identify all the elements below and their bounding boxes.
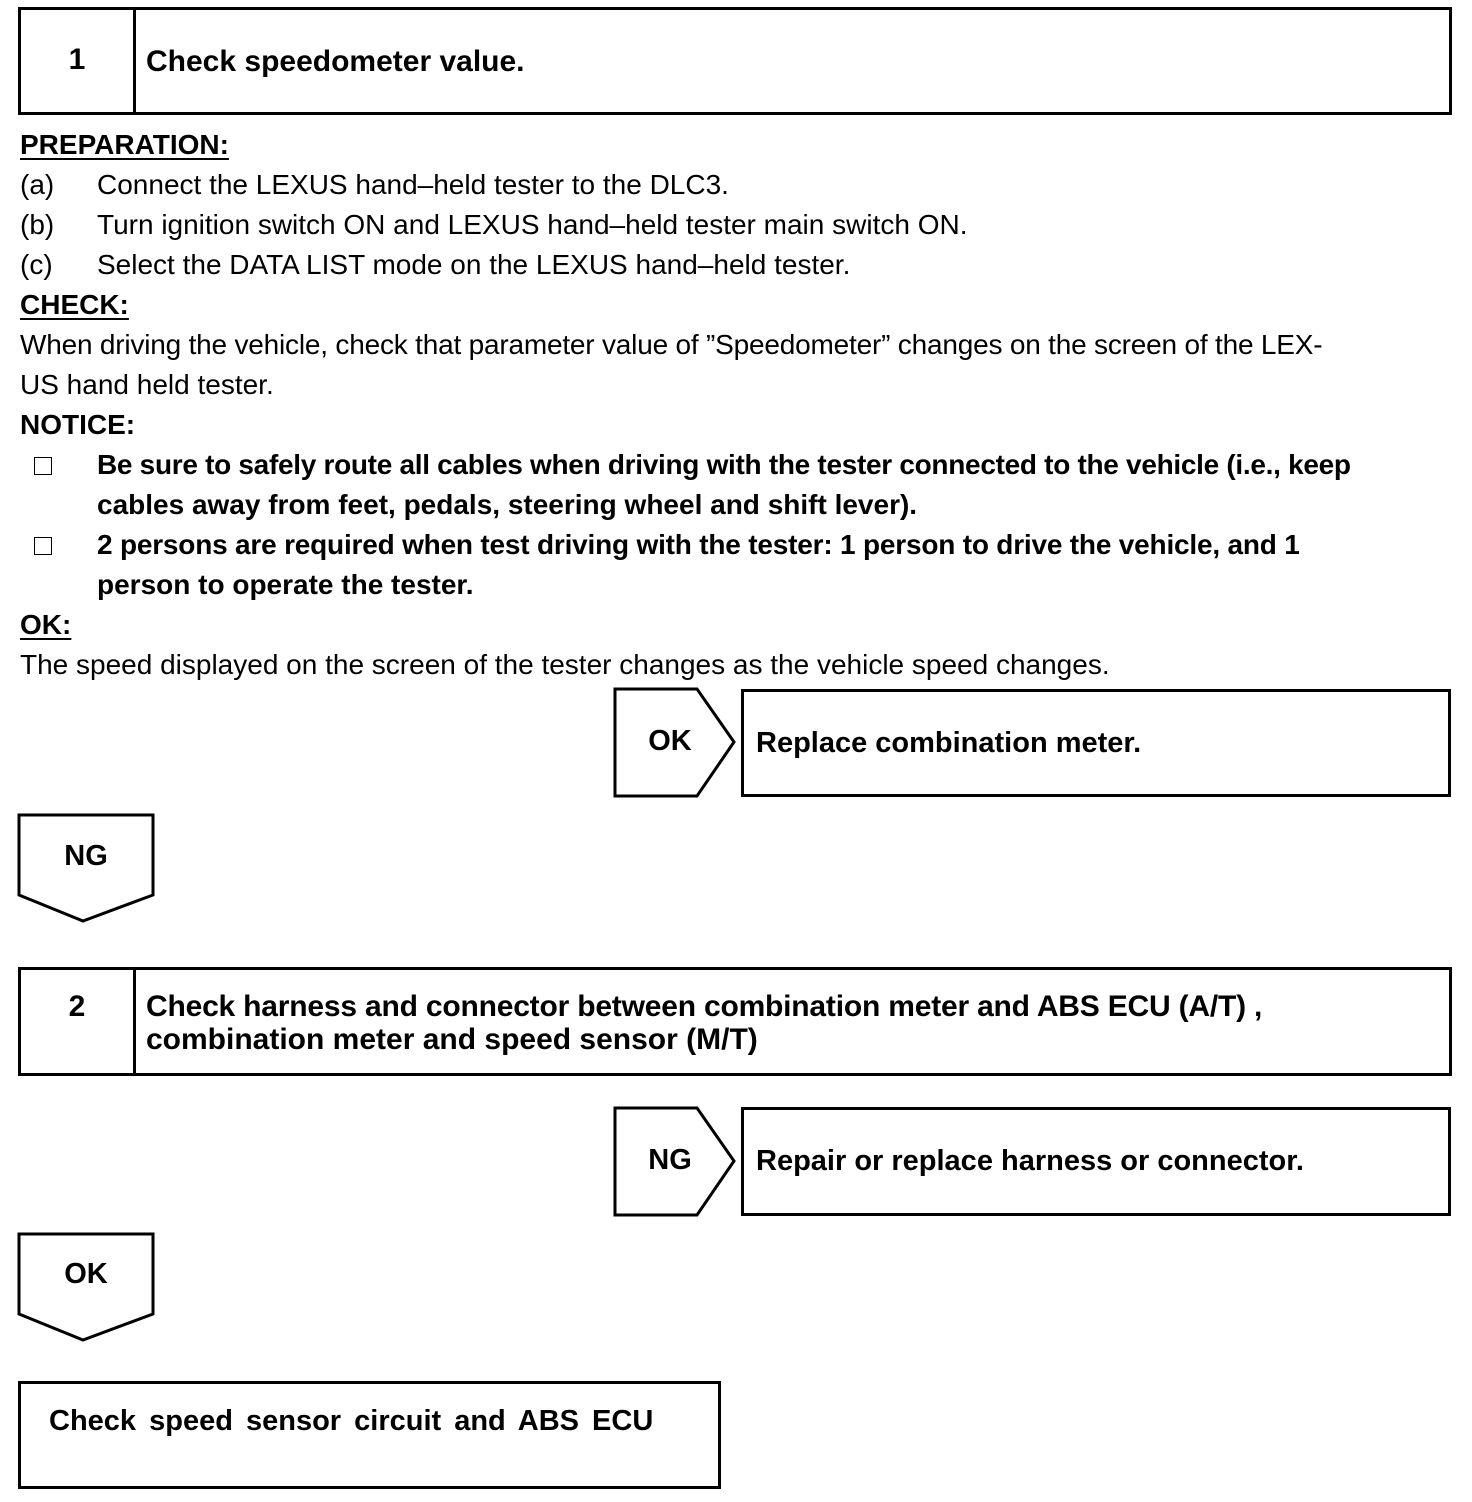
notice-item-1-line-2: cables away from feet, pedals, steering wheel and shift lever). <box>97 489 918 520</box>
check-text-line-2: US hand held tester. <box>20 369 274 400</box>
preparation-heading: PREPARATION: <box>20 129 229 160</box>
step-1-number-text: 1 <box>68 43 86 76</box>
prep-item-a-label: (a) <box>20 169 55 200</box>
notice-heading: NOTICE: <box>20 409 136 440</box>
step-2-title-line-1: Check harness and connector between combination meter and ABS ECU (A/T) , <box>146 990 1263 1023</box>
final-box <box>18 1381 721 1489</box>
notice-item-2-line-2: person to operate the tester. <box>97 569 474 600</box>
ok-spec-text: The speed displayed on the screen of the tester changes as the vehicle speed changes. <box>20 649 1110 680</box>
step-1-title: Check speedometer value. <box>146 45 525 78</box>
branch-1-down-label: NG <box>64 840 108 872</box>
notice-item-1-line-1: Be sure to safely route all cables when driving with the tester connected to the vehicle (i.e., keep <box>97 449 1351 480</box>
prep-item-a-text: Connect the LEXUS hand–held tester to the DLC3. <box>97 169 729 200</box>
branch-1-side-label: OK <box>648 725 692 757</box>
prep-item-c-text: Select the DATA LIST mode on the LEXUS hand–held tester. <box>97 249 851 280</box>
branch-2-side-result-text: Repair or replace harness or connector. <box>756 1145 1304 1177</box>
branch-1-side-result-text: Replace combination meter. <box>756 726 1142 759</box>
check-heading: CHECK: <box>20 289 129 320</box>
branch-2-side-label: NG <box>648 1144 692 1176</box>
prep-item-b-text: Turn ignition switch ON and LEXUS hand–held tester main switch ON. <box>97 209 968 240</box>
notice-item-2-line-1: 2 persons are required when test driving with the tester: 1 person to drive the vehicle, and 1 <box>97 529 1300 560</box>
prep-item-c-label: (c) <box>20 249 53 280</box>
step-2-title-line-2: combination meter and speed sensor (M/T) <box>146 1023 758 1056</box>
prep-item-b-label: (b) <box>20 209 55 240</box>
final-text: Check speed sensor circuit and ABS ECU <box>49 1405 654 1437</box>
check-text-line-1: When driving the vehicle, check that parameter value of ”Speedometer” changes on the screen of the LEX- <box>20 329 1323 360</box>
ok-heading: OK: <box>20 609 72 640</box>
step-2-number-text: 2 <box>68 990 86 1023</box>
branch-2-down-label: OK <box>64 1258 108 1290</box>
